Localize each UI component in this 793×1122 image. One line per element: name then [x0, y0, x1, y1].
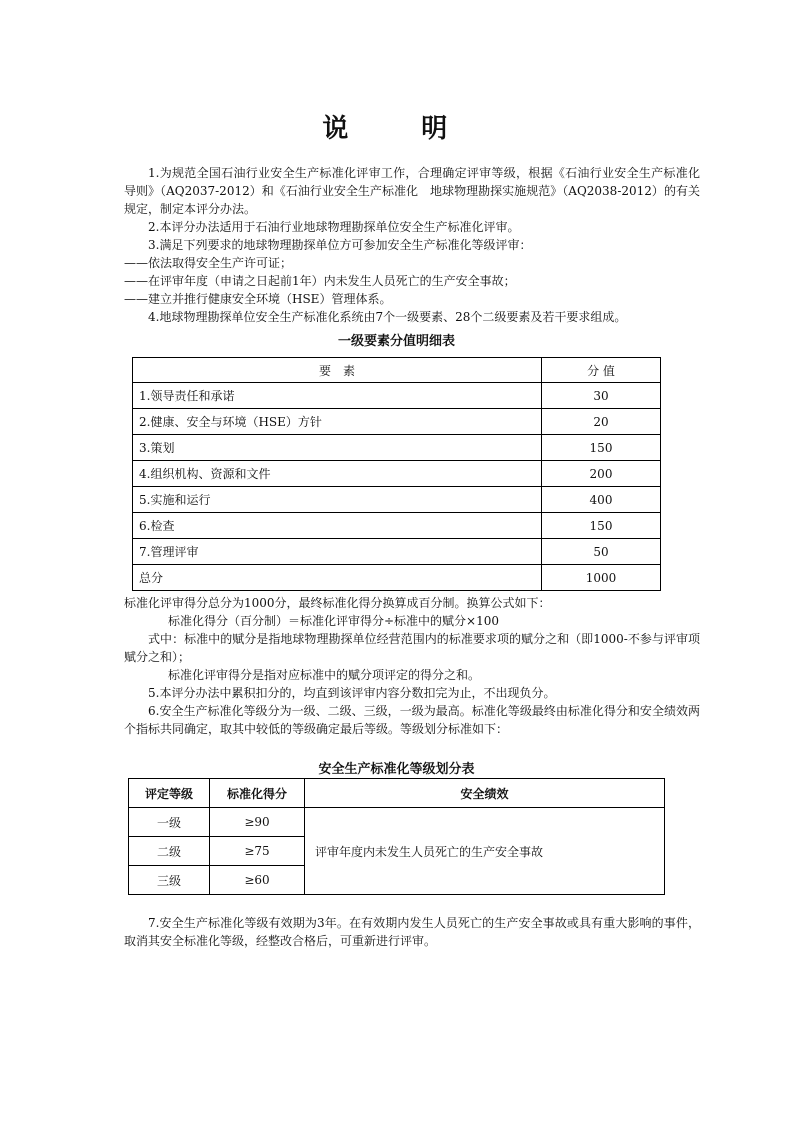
table-row	[133, 435, 661, 461]
table-row	[133, 409, 661, 435]
score-threshold-cell: ≥90	[210, 808, 305, 837]
paragraph-2: 2.本评分办法适用于石油行业地球物理勘探单位安全生产标准化评审。	[148, 220, 520, 234]
score-cell: 400	[542, 487, 661, 513]
grade-cell: 二级	[129, 837, 210, 866]
element-cell: 3.策划	[133, 435, 542, 461]
element-score-table	[132, 357, 661, 591]
score-cell: 200	[542, 461, 661, 487]
paragraph-6: 6.安全生产标准化等级分为一级、二级、三级，一级为最高。标准化等级最终由标准化得分和安全绩效两个指标共同确定，取其中较低的等级确定最后等级。等级划分标准如下：	[124, 704, 700, 736]
score-threshold-cell: ≥75	[210, 837, 305, 866]
table-row	[133, 539, 661, 565]
table-row	[133, 461, 661, 487]
formula-definition-1: 式中：标准中的赋分是指地球物理勘探单位经营范围内的标准要求项的赋分之和（即1000-不参与评审项赋分之和）；	[124, 632, 700, 664]
scoring-note: 标准化评审得分总分为1000分，最终标准化得分换算成百分制。换算公式如下：	[124, 596, 551, 610]
total-score: 1000	[542, 565, 661, 591]
safety-performance-cell: 评审年度内未发生人员死亡的生产安全事故	[305, 808, 665, 895]
element-cell: 7.管理评审	[133, 539, 542, 565]
grade-cell: 三级	[129, 866, 210, 895]
score-threshold-cell: ≥60	[210, 866, 305, 895]
requirement-2: ——在评审年度（申请之日起前1年）内未发生人员死亡的生产安全事故；	[124, 274, 516, 288]
table-row	[129, 808, 665, 837]
paragraph-4: 4.地球物理勘探单位安全生产标准化系统由7个一级要素、28个二级要素及若干要求组成。	[148, 310, 627, 324]
score-cell: 30	[542, 383, 661, 409]
element-cell: 5.实施和运行	[133, 487, 542, 513]
requirement-3: ——建立并推行健康安全环境（HSE）管理体系。	[124, 292, 392, 306]
scoring-formula: 标准化得分（百分制）＝标准化评审得分÷标准中的赋分×100	[168, 614, 500, 628]
header-element: 要 素	[133, 358, 542, 383]
table-total-row	[133, 565, 661, 591]
header-score: 分 值	[542, 358, 661, 383]
element-cell: 1.领导责任和承诺	[133, 383, 542, 409]
header-grade: 评定等级	[129, 779, 210, 808]
element-cell: 6.检查	[133, 513, 542, 539]
element-cell: 2.健康、安全与环境（HSE）方针	[133, 409, 542, 435]
formula-definition-2: 标准化评审得分是指对应标准中的赋分项评定的得分之和。	[168, 668, 481, 682]
table-header-row	[133, 358, 661, 383]
grade-table	[128, 778, 665, 895]
table-row	[133, 487, 661, 513]
scoring-section	[124, 594, 700, 738]
element-cell: 4.组织机构、资源和文件	[133, 461, 542, 487]
table-header-row	[129, 779, 665, 808]
table1-caption: 一级要素分值明细表	[337, 334, 455, 349]
header-safety-performance: 安全绩效	[305, 779, 665, 808]
page-title: 说 明	[322, 114, 471, 144]
total-label: 总分	[133, 565, 542, 591]
closing-section	[124, 914, 700, 950]
intro-section	[124, 164, 713, 326]
table2-caption: 安全生产标准化等级划分表	[318, 762, 475, 777]
requirement-1: ——依法取得安全生产许可证；	[124, 256, 293, 270]
score-cell: 150	[542, 513, 661, 539]
paragraph-7: 7.安全生产标准化等级有效期为3年。在有效期内发生人员死亡的生产安全事故或具有重大影响的事件，取消其安全标准化等级，经整改合格后，可重新进行评审。	[124, 916, 700, 948]
paragraph-5: 5.本评分办法中累积扣分的，均直到该评审内容分数扣完为止，不出现负分。	[148, 686, 556, 700]
paragraph-1: 1.为规范全国石油行业安全生产标准化评审工作，合理确定评审等级，根据《石油行业安全生产标准化 导则》（AQ2037-2012）和《石油行业安全生产标准化 地球物理勘探实施规范》（AQ2038-2012）的有关规定，制定本评分办法。	[124, 166, 713, 216]
grade-cell: 一级	[129, 808, 210, 837]
score-cell: 150	[542, 435, 661, 461]
header-standard-score: 标准化得分	[210, 779, 305, 808]
paragraph-3: 3.满足下列要求的地球物理勘探单位方可参加安全生产标准化等级评审：	[148, 238, 532, 252]
score-cell: 50	[542, 539, 661, 565]
score-cell: 20	[542, 409, 661, 435]
table-row	[133, 383, 661, 409]
table-row	[133, 513, 661, 539]
